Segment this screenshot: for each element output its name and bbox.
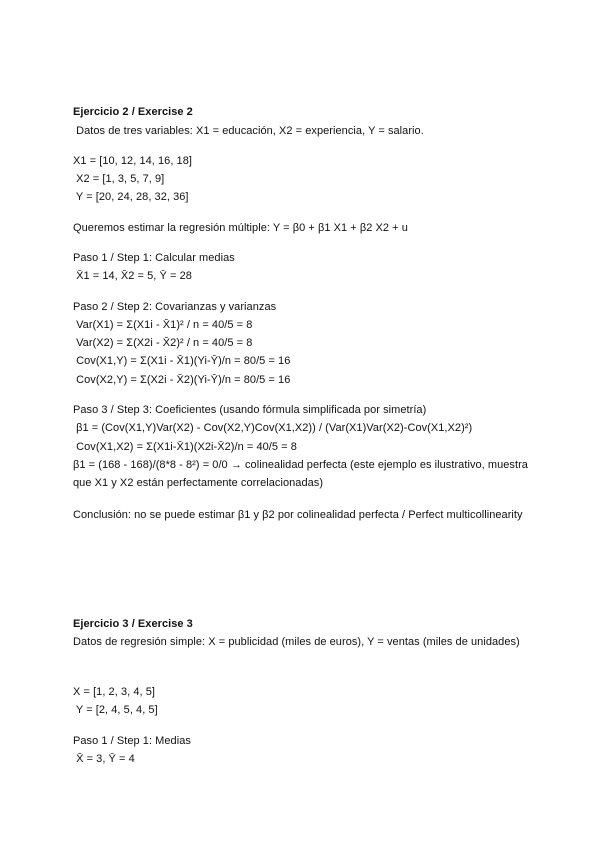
ex3-step1-title: Paso 1 / Step 1: Medias	[73, 735, 191, 747]
y-values-ex3: Y = [2, 4, 5, 4, 5]	[73, 704, 158, 716]
step2-line: Cov(X1,Y) = Σ(X1i - X̄1)(Yi-Ȳ)/n = 80/5 = 16	[73, 355, 291, 367]
step3-line: β1 = (Cov(X1,Y)Var(X2) - Cov(X2,Y)Cov(X1,X2)) / (Var(X1)Var(X2)-Cov(X1,X2)²)	[73, 422, 473, 434]
ex2-conclusion: Conclusión: no se puede estimar β1 y β2 por colinealidad perfecta / Perfect multicollinearity	[73, 509, 523, 521]
ex3-step1-means: X̄ = 3, Ȳ = 4	[73, 753, 135, 765]
x-values: X = [1, 2, 3, 4, 5]	[73, 686, 155, 698]
exercise-3-title: Ejercicio 3 / Exercise 3	[73, 618, 193, 630]
x1-values: X1 = [10, 12, 14, 16, 18]	[73, 155, 192, 167]
ex2-step3-title: Paso 3 / Step 3: Coeficientes (usando fórmula simplificada por simetría)	[73, 404, 427, 416]
step2-line: Var(X2) = Σ(X2i - X̄2)² / n = 40/5 = 8	[73, 337, 253, 349]
y-values: Y = [20, 24, 28, 32, 36]	[73, 191, 189, 203]
exercise-2-title: Ejercicio 2 / Exercise 2	[73, 106, 193, 118]
ex2-step1-means: X̄1 = 14, X̄2 = 5, Ȳ = 28	[73, 270, 192, 282]
exercise-2-intro: Datos de tres variables: X1 = educación, X2 = experiencia, Y = salario.	[73, 125, 424, 137]
step2-line: Cov(X2,Y) = Σ(X2i - X̄2)(Yi-Ȳ)/n = 80/5 = 16	[73, 374, 291, 386]
exercise-3-intro: Datos de regresión simple: X = publicidad (miles de euros), Y = ventas (miles de unidades)	[73, 636, 520, 648]
ex2-step1-title: Paso 1 / Step 1: Calcular medias	[73, 252, 235, 264]
step2-line: Var(X1) = Σ(X1i - X̄1)² / n = 40/5 = 8	[73, 319, 253, 331]
step3-result: β1 = (168 - 168)/(8*8 - 8²) = 0/0 → colinealidad perfecta (este ejemplo es ilustrativo, muestra que X1 y X2 están perfectamente correlacionadas)	[73, 459, 528, 489]
regression-goal: Queremos estimar la regresión múltiple: Y = β0 + β1 X1 + β2 X2 + u	[73, 222, 408, 234]
step3-line: Cov(X1,X2) = Σ(X1i-X̄1)(X2i-X̄2)/n = 40/5 = 8	[73, 441, 297, 453]
x2-values: X2 = [1, 3, 5, 7, 9]	[73, 173, 165, 185]
ex2-step2-title: Paso 2 / Step 2: Covarianzas y varianzas	[73, 301, 277, 313]
